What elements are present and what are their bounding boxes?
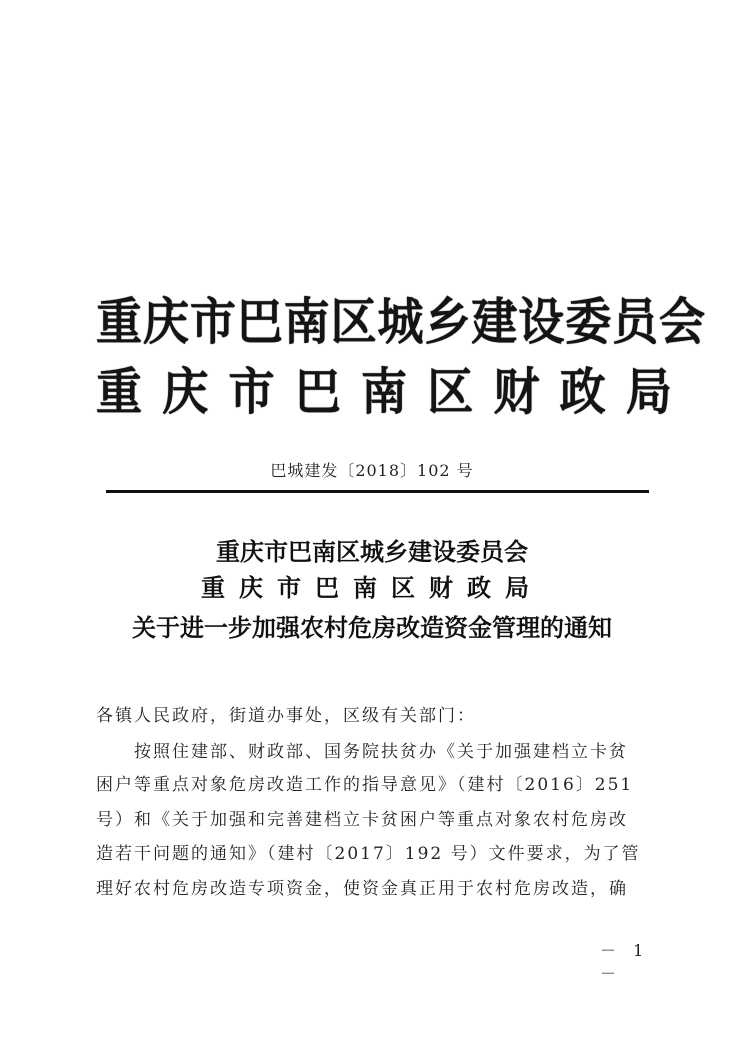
title-line-3: 关于进一步加强农村危房改造资金管理的通知 bbox=[132, 613, 612, 642]
title-line-2: 重庆市巴南区财政局 bbox=[201, 573, 543, 602]
header-org-line-1-text: 重庆市巴南区城乡建设委员会 bbox=[96, 292, 706, 351]
page-number: － 1 － bbox=[600, 941, 650, 983]
salutation: 各镇人民政府，街道办事处，区级有关部门： bbox=[96, 706, 476, 726]
header-org-line-2-text: 重庆市巴南区财政局 bbox=[96, 362, 693, 421]
body-line: 号）和《关于加强和完善建档立卡贫困户等重点对象农村危房改 bbox=[96, 810, 628, 830]
body-line: 造若干问题的通知》（建村〔2017〕192 号）文件要求，为了管 bbox=[96, 844, 641, 864]
header-divider bbox=[106, 490, 649, 493]
document-number: 巴城建发〔2018〕102 号 bbox=[270, 461, 474, 480]
header-org-line-1 bbox=[96, 282, 706, 354]
title-line-1: 重庆市巴南区城乡建设委员会 bbox=[216, 537, 528, 566]
body-line: 按照住建部、财政部、国务院扶贫办《关于加强建档立卡贫 bbox=[134, 742, 628, 762]
body-line: 理好农村危房改造专项资金，使资金真正用于农村危房改造，确 bbox=[96, 879, 628, 899]
body-line: 困户等重点对象危房改造工作的指导意见》（建村〔2016〕251 bbox=[96, 775, 634, 795]
header-org-line-2 bbox=[96, 352, 693, 424]
